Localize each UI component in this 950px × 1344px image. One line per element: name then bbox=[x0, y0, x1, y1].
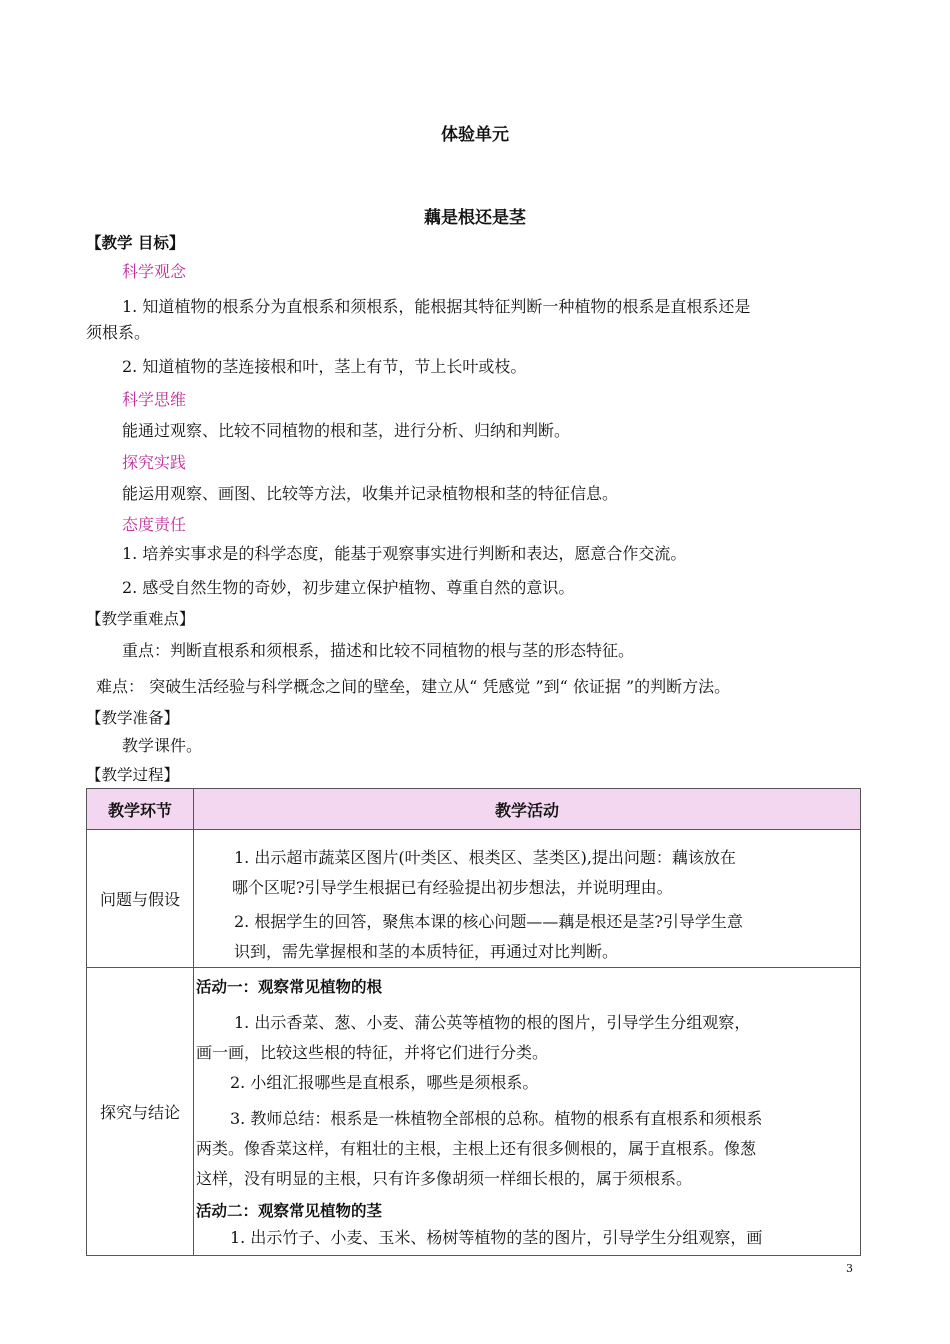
table-row bbox=[87, 968, 861, 1256]
thinking-text: 能通过观察、比较不同植物的根和茎，进行分析、归纳和判断。 bbox=[122, 421, 571, 440]
activity-para-line: 1. 出示竹子、小麦、玉米、杨树等植物的茎的图片，引导学生分组观察，画 bbox=[230, 1228, 763, 1247]
lesson-title: 藕是根还是茎 bbox=[424, 208, 526, 228]
objectives-heading: 【教学 目标】 bbox=[86, 234, 185, 252]
focus-text: 重点：判断直根系和须根系，描述和比较不同植物的根与茎的形态特征。 bbox=[122, 641, 635, 660]
practice-text: 能运用观察、画图、比较等方法，收集并记录植物根和茎的特征信息。 bbox=[122, 484, 619, 503]
header-activity: 教学活动 bbox=[194, 789, 861, 830]
attitude-label: 态度责任 bbox=[122, 515, 187, 534]
process-heading: 【教学过程】 bbox=[86, 766, 180, 784]
stage-cell: 问题与假设 bbox=[87, 830, 194, 968]
process-table bbox=[86, 788, 861, 1256]
thinking-label: 科学思维 bbox=[122, 390, 187, 409]
activity-cell bbox=[194, 968, 861, 1256]
keypoints-heading: 【教学重难点】 bbox=[86, 610, 195, 628]
activity-para-line: 这样，没有明显的主根，只有许多像胡须一样细长根的，属于须根系。 bbox=[196, 1169, 693, 1188]
difficulty-text: 难点： 突破生活经验与科学概念之间的壁垒，建立从“ 凭感觉 ”到“ 依证据 ”的判断方法。 bbox=[96, 677, 731, 696]
concept-item1-line1: 1. 知道植物的根系分为直根系和须根系，能根据其特征判断一种植物的根系是直根系还是 bbox=[122, 297, 751, 316]
activity-para-line: 1. 出示香菜、葱、小麦、蒲公英等植物的根的图片，引导学生分组观察， bbox=[234, 1013, 751, 1032]
concept-label: 科学观念 bbox=[122, 262, 187, 281]
stage-cell: 探究与结论 bbox=[87, 968, 194, 1256]
attitude-item2: 2. 感受自然生物的奇妙，初步建立保护植物、尊重自然的意识。 bbox=[122, 578, 575, 597]
practice-label: 探究实践 bbox=[122, 453, 187, 472]
unit-title: 体验单元 bbox=[441, 125, 509, 145]
concept-item1-line2: 须根系。 bbox=[86, 323, 151, 342]
activity-title: 活动二：观察常见植物的茎 bbox=[196, 1202, 383, 1220]
table-row bbox=[87, 830, 861, 968]
activity-para-line: 两类。像香菜这样，有粗壮的主根，主根上还有很多侧根的，属于直根系。像葱 bbox=[196, 1139, 757, 1158]
activity-cell bbox=[194, 830, 861, 968]
activity-para-line: 1. 出示超市蔬菜区图片(叶类区、根类区、茎类区),提出问题：藕该放在 bbox=[234, 848, 736, 867]
activity-para-line: 3. 教师总结：根系是一株植物全部根的总称。植物的根系有直根系和须根系 bbox=[230, 1109, 763, 1128]
header-stage: 教学环节 bbox=[87, 789, 194, 830]
preparation-text: 教学课件。 bbox=[122, 736, 203, 755]
concept-item2: 2. 知道植物的茎连接根和叶，茎上有节，节上长叶或枝。 bbox=[122, 357, 527, 376]
activity-para-line: 2. 根据学生的回答，聚焦本课的核心问题——藕是根还是茎?引导学生意 bbox=[234, 912, 743, 931]
activity-para-line: 2. 小组汇报哪些是直根系，哪些是须根系。 bbox=[230, 1073, 539, 1092]
page-number: 3 bbox=[846, 1262, 853, 1275]
activity-para-line: 哪个区呢?引导学生根据已有经验提出初步想法，并说明理由。 bbox=[232, 878, 673, 897]
activity-title: 活动一：观察常见植物的根 bbox=[196, 978, 383, 996]
attitude-item1: 1. 培养实事求是的科学态度，能基于观察事实进行判断和表达，愿意合作交流。 bbox=[122, 544, 687, 563]
table-header-row bbox=[87, 789, 861, 830]
preparation-heading: 【教学准备】 bbox=[86, 709, 180, 727]
activity-para-line: 识到，需先掌握根和茎的本质特征，再通过对比判断。 bbox=[234, 942, 619, 961]
activity-para-line: 画一画，比较这些根的特征，并将它们进行分类。 bbox=[196, 1043, 549, 1062]
